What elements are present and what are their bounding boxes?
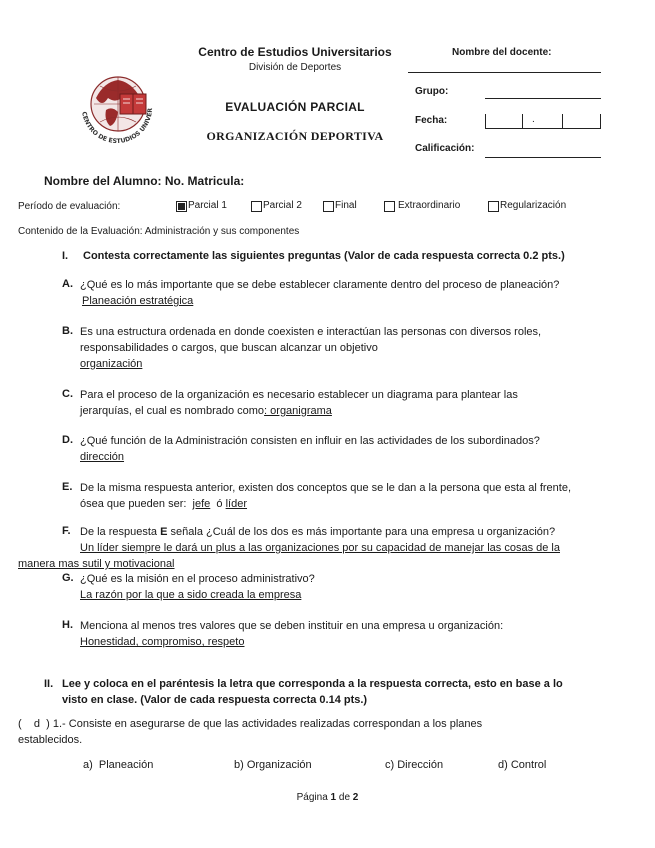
question-text: ¿Qué es la misión en el proceso administrativo? [80, 573, 315, 585]
logo-arc-text: CENTRO DE ESTUDIOS UNIVER [80, 107, 155, 146]
option-c: c) Dirección [385, 759, 444, 771]
section-1-numeral: I. [62, 250, 69, 262]
parcial-1-checkbox[interactable] [176, 201, 187, 212]
question-letter: F. [62, 525, 71, 537]
question-prefix: ósea que pueden ser: [80, 498, 187, 510]
question-letter: G. [62, 572, 74, 584]
question-text: Es una estructura ordenada en donde coexisten e interactúan las personas con diversos roles, [80, 326, 542, 338]
matching-item-1-continued: establecidos. [18, 734, 83, 746]
option-a: a) Planeación [83, 759, 154, 771]
answer-text-jefe: jefe [192, 498, 211, 510]
extraordinario-checkbox[interactable] [384, 201, 395, 212]
question-text-continued [80, 496, 247, 512]
answer-text: dirección [80, 451, 125, 463]
regularizacion-checkbox[interactable] [488, 201, 499, 212]
matching-answer[interactable]: d [33, 718, 41, 730]
answer-text: organización [80, 358, 143, 370]
answer-text: : organigrama [264, 405, 332, 417]
question-text: De la misma respuesta anterior, existen dos conceptos que se le dan a la persona que esta al frente, [80, 482, 572, 494]
extraordinario-label: Extraordinario [398, 200, 461, 211]
student-name-line: Nombre del Alumno: No. Matricula: [44, 174, 245, 188]
question-bold-ref: E [160, 526, 168, 538]
option-b: b) Organización [234, 759, 312, 771]
question-letter: E. [62, 481, 73, 493]
answer-text-lider: líder [225, 498, 248, 510]
page-footer [0, 792, 655, 803]
exam-title: EVALUACIÓN PARCIAL [225, 100, 365, 114]
parcial-2-label: Parcial 2 [263, 200, 302, 211]
matching-item-1 [18, 718, 482, 730]
option-d: d) Control [498, 759, 547, 771]
teacher-label: Nombre del docente: [452, 47, 552, 58]
center-name: Centro de Estudios Universitarios [198, 45, 392, 59]
answer-text: Planeación estratégica [82, 295, 194, 307]
question-letter: C. [62, 388, 73, 400]
group-field[interactable] [485, 98, 601, 99]
question-text: responsabilidades o cargos, que buscan alcanzar un objetivo [80, 342, 378, 354]
section-2-numeral: II. [44, 678, 54, 690]
of-word: de [338, 792, 351, 803]
answer-text: Honestidad, compromiso, respeto [80, 636, 245, 648]
answer-text-continued: manera mas sutil y motivacional [18, 558, 175, 570]
question-letter: B. [62, 325, 73, 337]
regularizacion-label: Regularización [500, 200, 567, 211]
question-text-continued [80, 403, 332, 419]
grade-label: Calificación: [415, 143, 475, 154]
question-rest: señala ¿Cuál de los dos es más importante para una empresa u organización? [170, 526, 556, 538]
parcial-1-label: Parcial 1 [188, 200, 227, 211]
parcial-2-checkbox[interactable] [251, 201, 262, 212]
evaluation-content: Contenido de la Evaluación: Administración y sus componentes [18, 226, 300, 237]
question-text: Para el proceso de la organización es necesario establecer un diagrama para plantear las [80, 389, 518, 401]
answer-text: Un líder siempre le dará un plus a las organizaciones por su capacidad de manejar las cosas de la [80, 542, 560, 554]
group-label: Grupo: [415, 86, 449, 97]
date-field[interactable] [485, 114, 601, 129]
division-name: División de Deportes [248, 62, 342, 73]
teacher-field[interactable] [408, 72, 601, 73]
date-label: Fecha: [415, 115, 448, 126]
question-text [80, 524, 555, 540]
question-letter: D. [62, 434, 73, 446]
page-number: 1 [330, 792, 337, 803]
section-1-instruction: Contesta correctamente las siguientes preguntas (Valor de cada respuesta correcta 0.2 pts.) [83, 250, 565, 262]
period-label: Período de evaluación: [18, 201, 121, 212]
question-prefix: De la respuesta [80, 526, 158, 538]
subject-title: ORGANIZACIÓN DEPORTIVA [206, 129, 384, 143]
final-checkbox[interactable] [323, 201, 334, 212]
university-logo [72, 68, 162, 148]
section-2-instruction-continued: visto en clase. (Valor de cada respuesta correcta 0.14 pts.) [62, 694, 368, 706]
page-total: 2 [352, 792, 359, 803]
question-text: Menciona al menos tres valores que se deben instituir en una empresa u organización: [80, 620, 504, 632]
answer-text: La razón por la que a sido creada la empresa [80, 589, 302, 601]
question-text: ¿Qué función de la Administración consisten en influir en las actividades de los subordinados? [80, 435, 540, 447]
final-label: Final [335, 200, 357, 211]
joiner-text: ó [216, 498, 223, 510]
globe-book-logo-icon [72, 68, 162, 148]
grade-field[interactable] [485, 157, 601, 158]
question-letter: A. [62, 278, 73, 290]
question-text: ¿Qué es lo más importante que se debe establecer claramente dentro del proceso de planeación? [80, 279, 560, 291]
paren-open: ( [18, 718, 22, 730]
question-prefix: jerarquías, el cual es nombrado como [80, 405, 265, 417]
section-2-instruction: Lee y coloca en el paréntesis la letra que corresponda a la respuesta correcta, esto en base a lo [62, 678, 563, 690]
matching-statement: ) 1.- Consiste en asegurarse de que las actividades realizadas correspondan a los planes [46, 718, 483, 730]
date-separator: . [532, 114, 535, 125]
page-word: Página [296, 792, 328, 803]
question-letter: H. [62, 619, 73, 631]
